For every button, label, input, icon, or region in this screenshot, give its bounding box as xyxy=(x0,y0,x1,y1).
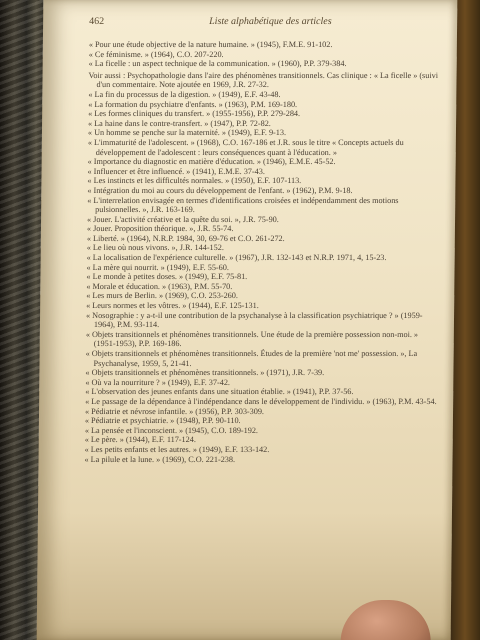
list-item: « Nosographie : y a-t-il une contribution de la psychanalyse à la classification psychiatrique ? » (1959-1964), P.M. 93-114. xyxy=(86,310,423,330)
list-item: « Influencer et être influencé. » (1941), E.M.E. 37-43. xyxy=(87,166,265,176)
list-item: « Où va la nourriture ? » (1949), E.F. 37-42. xyxy=(85,377,231,387)
list-item: « Pour une étude objective de la nature humaine. » (1945), F.M.E. 91-102. xyxy=(88,40,333,49)
running-title: Liste alphabétique des articles xyxy=(209,16,332,27)
list-item: « Le lieu où nous vivons. », J.R. 144-152. xyxy=(86,243,224,253)
page-number: 462 xyxy=(89,16,105,27)
list-item: « Le monde à petites doses. » (1949), E.F. 75-81. xyxy=(86,272,248,282)
list-item: « La ficelle : un aspect technique de la communication. » (1960), P.P. 379-384. xyxy=(88,59,347,69)
list-item: « Jouer. Proposition théorique. », J.R. 55-74. xyxy=(86,224,234,234)
article-list xyxy=(84,40,442,464)
list-item: « Un homme se penche sur la maternité. » (1949), E.F. 9-13. xyxy=(87,128,287,138)
list-item: « Les petits enfants et les autres. » (1949), E.F. 133-142. xyxy=(84,444,270,454)
list-item: « L'interrelation envisagée en termes d'identifications croisées et indépendamment des motions pulsionnelles. », J.R. 163-169. xyxy=(87,195,399,215)
list-item: « Les murs de Berlin. » (1969), C.O. 253-260. xyxy=(86,291,238,301)
list-item: « Jouer. L'activité créative et la quête du soi. », J.R. 75-90. xyxy=(87,214,279,224)
list-item: « La haine dans le contre-transfert. » (1947), P.P. 72-82. xyxy=(88,118,271,128)
list-item: « Importance du diagnostic en matière d'éducation. » (1946), E.M.E. 45-52. xyxy=(87,157,336,167)
list-item: « Leurs normes et les vôtres. » (1944), E.F. 125-131. xyxy=(86,301,259,311)
list-item: « Objets transitionnels et phénomènes transitionnels. » (1971), J.R. 7-39. xyxy=(85,368,325,378)
list-item: « Les instincts et les difficultés normales. » (1950), E.F. 107-113. xyxy=(87,176,302,186)
list-item: « La mère qui nourrit. » (1949), E.F. 55-60. xyxy=(86,262,229,272)
list-item: « Pédiatrie et psychiatrie. » (1948), P.P. 90-110. xyxy=(84,416,241,426)
list-item: « La pilule et la lune. » (1969), C.O. 221-238. xyxy=(84,454,236,464)
list-item: « Pédiatrie et névrose infantile. » (1956), P.P. 303-309. xyxy=(84,406,265,416)
list-item: « La pensée et l'inconscient. » (1945), C.O. 189-192. xyxy=(84,425,259,435)
page-header xyxy=(89,16,437,30)
list-item: « La localisation de l'expérience culturelle. » (1967), J.R. 132-143 et N.R.P. 1971, 4, 15-23. xyxy=(86,253,387,263)
list-item: « L'immaturité de l'adolescent. » (1968), C.O. 167-186 et J.R. sous le titre « Concepts actuels du développement de l'adolescent : leurs conséquences quant à l'éducation. » xyxy=(87,137,404,157)
list-item: Voir aussi : Psychopathologie dans l'aire des phénomènes transitionnels. Cas clinique : « La ficelle » (suivi d'un commentaire. Note ajoutée en 1969, J.R. 27-32. xyxy=(88,70,439,90)
list-item: « La formation du psychiatre d'enfants. » (1963), P.M. 169-180. xyxy=(88,99,298,109)
list-item: « Intégration du moi au cours du développement de l'enfant. » (1962), P.M. 9-18. xyxy=(87,185,353,195)
list-item: « Les formes cliniques du transfert. » (1955-1956), P.P. 279-284. xyxy=(88,109,301,119)
list-item: « Objets transitionnels et phénomènes transitionnels. Une étude de la première possession non-moi. » (1951-1953), P.P. 169-186. xyxy=(85,329,419,349)
thumb xyxy=(340,600,431,640)
list-item: « Le passage de la dépendance à l'indépendance dans le développement de l'individu. » (1963), P.M. 43-54. xyxy=(85,396,437,406)
list-item: « Objets transitionnels et phénomènes transitionnels. Études de la première 'not me' possession. », La Psychanalyse, 1959, 5, 21-41. xyxy=(85,349,418,368)
list-item: « Le père. » (1944), E.F. 117-124. xyxy=(84,435,196,445)
list-item: « La fin du processus de la digestion. » (1949), E.F. 43-48. xyxy=(88,89,281,99)
list-item: « L'observation des jeunes enfants dans une situation établie. » (1941), P.P. 37-56. xyxy=(85,387,354,397)
book-page xyxy=(37,0,458,640)
list-item: « Morale et éducation. » (1963), P.M. 55-70. xyxy=(86,281,233,291)
list-item: « Liberté. » (1964), N.R.P. 1984, 30, 69-76 et C.O. 261-272. xyxy=(86,233,285,243)
list-item: « Ce féminisme. » (1964), C.O. 207-220. xyxy=(88,49,224,59)
